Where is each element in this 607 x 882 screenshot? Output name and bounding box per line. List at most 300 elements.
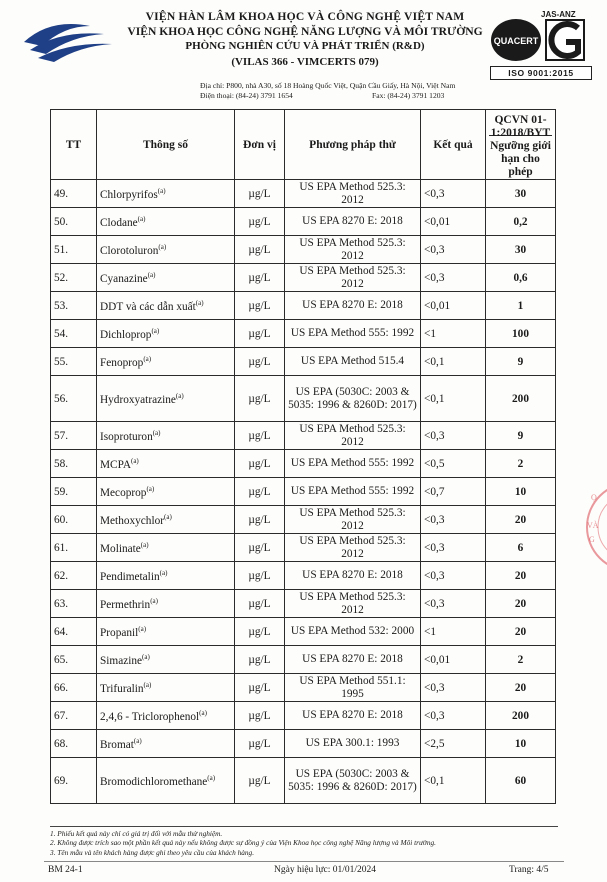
method-cell-text: US EPA 8270 E: 2018: [302, 653, 403, 665]
param-name-text: DDT và các dẫn xuất: [100, 300, 196, 313]
method-cell-text: US EPA Method 525.3: 2012: [299, 506, 406, 532]
row-number-text: 51.: [54, 243, 69, 256]
method-cell-text: US EPA Method 525.3: 2012: [299, 180, 406, 206]
row-number: [51, 702, 97, 730]
table-row: [51, 590, 556, 618]
limit-cell: [486, 208, 556, 236]
param-name: [97, 320, 235, 348]
limit-header: Ngưỡng giới hạn cho phép: [490, 140, 551, 178]
limit-cell-text: 9: [517, 355, 524, 368]
col-header-standard: [486, 110, 556, 180]
iso-badge: ISO 9001:2015: [490, 66, 592, 80]
param-name-text: Hydroxyatrazine: [100, 393, 176, 406]
accreditation-mark: (a): [151, 326, 160, 335]
param-name: [97, 646, 235, 674]
unit-cell-text: µg/L: [248, 625, 271, 638]
limit-cell-text: 20: [514, 681, 527, 694]
limit-cell: [486, 450, 556, 478]
limit-cell-text: 200: [512, 392, 529, 405]
standard-code: QCVN 01-1:2018/BYT: [489, 110, 552, 136]
row-number-text: 56.: [54, 392, 69, 405]
row-number: [51, 236, 97, 264]
accreditation-mark: (a): [138, 624, 147, 633]
unit-cell-text: µg/L: [248, 355, 271, 368]
limit-cell: [486, 478, 556, 506]
limit-cell: [486, 422, 556, 450]
footer-divider: [50, 826, 558, 827]
result-cell-text: <1: [424, 327, 437, 340]
results-table: [50, 109, 556, 804]
method-cell: [285, 730, 421, 758]
table-row: [51, 506, 556, 534]
row-number-text: 63.: [54, 597, 69, 610]
table-row: [51, 292, 556, 320]
param-name-text: Clodane: [100, 216, 138, 229]
result-cell-text: <1: [424, 625, 437, 638]
limit-cell-text: 2: [517, 653, 524, 666]
unit-cell: [235, 534, 285, 562]
result-cell-text: <0,3: [424, 569, 445, 582]
row-number-text: 64.: [54, 625, 69, 638]
result-cell-text: <0,3: [424, 597, 445, 610]
param-name: [97, 478, 235, 506]
result-cell: [421, 180, 486, 208]
table-row: [51, 702, 556, 730]
limit-cell: [486, 180, 556, 208]
row-number: [51, 758, 97, 804]
table-row: [51, 236, 556, 264]
param-name-text: Bromat: [100, 738, 134, 751]
table-row: [51, 534, 556, 562]
result-cell: [421, 646, 486, 674]
method-cell: [285, 646, 421, 674]
limit-cell: [486, 236, 556, 264]
unit-cell-text: µg/L: [248, 485, 271, 498]
note-1: 1. Phiếu kết quả này chỉ có giá trị đối với mẫu thử nghiệm.: [50, 829, 223, 838]
limit-cell: [486, 590, 556, 618]
result-cell: [421, 292, 486, 320]
table-row: [51, 730, 556, 758]
effective-date: Ngày hiệu lực: 01/01/2024: [274, 865, 376, 875]
table-row: [51, 180, 556, 208]
param-name-text: Isoproturon: [100, 430, 153, 443]
limit-cell: [486, 758, 556, 804]
param-name: [97, 264, 235, 292]
param-name: [97, 730, 235, 758]
result-cell: [421, 758, 486, 804]
form-code: BM 24-1: [48, 865, 83, 875]
result-cell-text: <0,1: [424, 355, 445, 368]
param-name-text: Trifuralin: [100, 682, 144, 695]
param-name: [97, 758, 235, 804]
org-line-3: PHÒNG NGHIÊN CỨU VÀ PHÁT TRIỂN (R&D): [185, 40, 425, 52]
param-name: [97, 506, 235, 534]
result-cell: [421, 702, 486, 730]
accreditation-mark: (a): [133, 736, 142, 745]
param-name: [97, 422, 235, 450]
param-name: [97, 180, 235, 208]
result-cell-text: <0,3: [424, 513, 445, 526]
method-cell-text: US EPA Method 555: 1992: [290, 485, 415, 497]
result-cell: [421, 618, 486, 646]
unit-cell-text: µg/L: [248, 737, 271, 750]
row-number: [51, 376, 97, 422]
result-cell-text: <0,7: [424, 485, 445, 498]
unit-cell-text: µg/L: [248, 327, 271, 340]
limit-cell: [486, 702, 556, 730]
method-cell-text: US EPA Method 555: 1992: [290, 457, 415, 469]
method-cell-text: US EPA Method 525.3: 2012: [299, 534, 406, 560]
table-row: [51, 478, 556, 506]
unit-cell: [235, 590, 285, 618]
red-stamp-icon: [583, 470, 607, 585]
unit-cell-text: µg/L: [248, 709, 271, 722]
method-cell: [285, 450, 421, 478]
param-name-text: Simazine: [100, 654, 143, 667]
param-name: [97, 376, 235, 422]
limit-cell-text: 100: [512, 327, 529, 340]
method-cell-text: US EPA Method 555: 1992: [290, 327, 415, 339]
svg-text:Ọ: Ọ: [591, 493, 597, 502]
param-name-text: Methoxychlor: [100, 514, 165, 527]
param-name: [97, 702, 235, 730]
method-cell: [285, 376, 421, 422]
limit-cell-text: 9: [517, 429, 524, 442]
col-header-param: Thông số: [97, 110, 235, 180]
param-name-text: Propanil: [100, 626, 139, 639]
page-number: Trang: 4/5: [509, 865, 549, 875]
cert-brand: QUACERT: [493, 36, 539, 46]
result-cell: [421, 422, 486, 450]
param-name: [97, 236, 235, 264]
row-number: [51, 450, 97, 478]
unit-cell: [235, 618, 285, 646]
accreditation-mark: (a): [207, 773, 216, 782]
table-row: [51, 320, 556, 348]
row-number: [51, 562, 97, 590]
row-number-text: 60.: [54, 513, 69, 526]
result-cell-text: <0,01: [424, 653, 451, 666]
param-name-text: Pendimetalin: [100, 570, 160, 583]
accreditation-mark: (a): [157, 186, 166, 195]
accreditation-mark: (a): [152, 428, 161, 437]
param-name-text: Dichloprop: [100, 328, 152, 341]
limit-cell: [486, 348, 556, 376]
param-name: [97, 348, 235, 376]
address-text: Địa chỉ: P800, nhà A30, số 18 Hoàng Quốc Việt, Quận Cầu Giấy, Hà Nội, Việt Nam: [200, 81, 456, 90]
param-name: [97, 534, 235, 562]
table-body: [51, 180, 556, 804]
col-header-method: Phương pháp thử: [285, 110, 421, 180]
accreditation-mark: (a): [130, 456, 139, 465]
param-name-text: Bromodichloromethane: [100, 775, 208, 788]
row-number: [51, 506, 97, 534]
limit-cell: [486, 376, 556, 422]
param-name: [97, 450, 235, 478]
accreditation-mark: (a): [137, 214, 146, 223]
phone-text: Điện thoại: (84-24) 3791 1654: [200, 90, 293, 100]
method-cell-text: US EPA 300.1: 1993: [305, 737, 400, 749]
row-number-text: 59.: [54, 485, 69, 498]
method-cell: [285, 264, 421, 292]
result-cell-text: <0,01: [424, 215, 451, 228]
unit-cell: [235, 758, 285, 804]
param-name-text: Chlorpyrifos: [100, 188, 158, 201]
limit-cell: [486, 730, 556, 758]
accreditation-mark: (a): [146, 484, 155, 493]
row-number-text: 54.: [54, 327, 69, 340]
unit-cell-text: µg/L: [248, 774, 271, 787]
unit-cell-text: µg/L: [248, 681, 271, 694]
param-name: [97, 618, 235, 646]
param-name-text: Mecoprop: [100, 486, 147, 499]
note-3: 3. Tên mẫu và tên khách hàng được ghi theo yêu cầu của khách hàng.: [50, 847, 255, 857]
limit-cell-text: 60: [514, 774, 527, 787]
org-line-2: VIỆN KHOA HỌC CÔNG NGHỆ NĂNG LƯỢNG VÀ MÔI TRƯỜNG: [127, 25, 483, 38]
result-cell: [421, 348, 486, 376]
row-number-text: 68.: [54, 737, 69, 750]
table-row: [51, 376, 556, 422]
method-cell-text: US EPA Method 525.3: 2012: [299, 590, 406, 616]
form-footer-bar: [44, 861, 564, 882]
accreditation-mark: (a): [199, 708, 207, 717]
unit-cell-text: µg/L: [248, 243, 271, 256]
accreditation-mark: (a): [147, 270, 156, 279]
row-number-text: 62.: [54, 569, 69, 582]
result-cell: [421, 730, 486, 758]
report-header: [0, 0, 607, 108]
row-number: [51, 730, 97, 758]
accreditation-mark: (a): [142, 652, 150, 661]
method-cell: [285, 618, 421, 646]
result-cell: [421, 478, 486, 506]
unit-cell-text: µg/L: [248, 271, 271, 284]
limit-cell: [486, 506, 556, 534]
unit-cell: [235, 264, 285, 292]
table-row: [51, 646, 556, 674]
limit-cell: [486, 674, 556, 702]
row-number-text: 66.: [54, 681, 69, 694]
param-name-text: 2,4,6 - Triclorophenol: [100, 710, 200, 723]
unit-cell: [235, 646, 285, 674]
limit-cell-text: 20: [514, 625, 527, 638]
result-cell: [421, 590, 486, 618]
method-cell: [285, 534, 421, 562]
row-number-text: 53.: [54, 299, 69, 312]
param-name-text: Clorotoluron: [100, 244, 159, 257]
result-cell-text: <0,1: [424, 774, 445, 787]
method-cell-text: US EPA 8270 E: 2018: [302, 709, 403, 721]
unit-cell-text: µg/L: [248, 299, 271, 312]
unit-cell: [235, 730, 285, 758]
method-cell-text: US EPA Method 525.3: 2012: [299, 236, 406, 262]
row-number-text: 67.: [54, 709, 69, 722]
col-header-unit: Đơn vị: [235, 110, 285, 180]
result-cell: [421, 450, 486, 478]
result-cell: [421, 264, 486, 292]
row-number: [51, 348, 97, 376]
method-cell: [285, 180, 421, 208]
param-name-text: MCPA: [100, 458, 131, 471]
method-cell: [285, 478, 421, 506]
table-row: [51, 562, 556, 590]
row-number-text: 55.: [54, 355, 69, 368]
method-cell: [285, 758, 421, 804]
table-row: [51, 758, 556, 804]
param-name-text: Permethrin: [100, 598, 151, 611]
limit-cell: [486, 320, 556, 348]
unit-cell: [235, 506, 285, 534]
result-cell-text: <2,5: [424, 737, 445, 750]
unit-cell: [235, 562, 285, 590]
row-number: [51, 292, 97, 320]
unit-cell: [235, 674, 285, 702]
limit-cell-text: 30: [514, 187, 527, 200]
row-number-text: 69.: [54, 774, 69, 787]
row-number: [51, 320, 97, 348]
unit-cell: [235, 208, 285, 236]
method-cell: [285, 292, 421, 320]
result-cell: [421, 562, 486, 590]
limit-cell: [486, 618, 556, 646]
method-cell: [285, 348, 421, 376]
method-cell: [285, 236, 421, 264]
result-cell: [421, 534, 486, 562]
accreditation-mark: (a): [143, 354, 152, 363]
unit-cell-text: µg/L: [248, 569, 271, 582]
unit-cell: [235, 450, 285, 478]
unit-cell-text: µg/L: [248, 187, 271, 200]
row-number-text: 65.: [54, 653, 69, 666]
table-row: [51, 348, 556, 376]
method-cell: [285, 562, 421, 590]
method-cell: [285, 506, 421, 534]
method-cell-text: US EPA Method 551.1: 1995: [299, 674, 406, 700]
result-cell-text: <0,3: [424, 187, 445, 200]
method-cell-text: US EPA 8270 E: 2018: [302, 569, 403, 581]
param-name-text: Cyanazine: [100, 272, 148, 285]
unit-cell: [235, 702, 285, 730]
unit-cell-text: µg/L: [248, 457, 271, 470]
row-number: [51, 264, 97, 292]
unit-cell: [235, 348, 285, 376]
unit-cell-text: µg/L: [248, 541, 271, 554]
limit-cell-text: 30: [514, 243, 527, 256]
limit-cell-text: 20: [514, 597, 527, 610]
cert-label: JAS-ANZ: [541, 10, 576, 19]
col-header-tt: TT: [51, 110, 97, 180]
result-cell: [421, 376, 486, 422]
limit-cell-text: 0,6: [513, 271, 528, 284]
method-cell: [285, 320, 421, 348]
method-cell: [285, 590, 421, 618]
param-name: [97, 562, 235, 590]
row-number-text: 49.: [54, 187, 69, 200]
limit-cell-text: 1: [517, 299, 524, 312]
limit-cell: [486, 292, 556, 320]
footer-notes: [50, 829, 570, 857]
result-cell-text: <0,01: [424, 299, 451, 312]
note-2: 2. Không được trích sao một phần kết quả này nếu không được sự đồng ý của Viện Khoa học công nghệ Năng lượng và Môi trường.: [50, 838, 436, 848]
result-cell-text: <0,3: [424, 541, 445, 554]
accreditation-mark: (a): [143, 680, 152, 689]
contact-block: [200, 81, 455, 100]
method-cell-text: US EPA 8270 E: 2018: [302, 215, 403, 227]
param-name: [97, 208, 235, 236]
limit-cell-text: 20: [514, 513, 527, 526]
row-number: [51, 180, 97, 208]
unit-cell-text: µg/L: [248, 429, 271, 442]
param-name: [97, 292, 235, 320]
limit-cell: [486, 534, 556, 562]
method-cell-text: US EPA Method 515.4: [300, 355, 405, 367]
param-name-text: Fenoprop: [100, 356, 144, 369]
org-line-1: VIỆN HÀN LÂM KHOA HỌC VÀ CÔNG NGHỆ VIỆT NAM: [145, 10, 465, 23]
unit-cell-text: µg/L: [248, 653, 271, 666]
table-row: [51, 264, 556, 292]
method-cell: [285, 208, 421, 236]
unit-cell: [235, 236, 285, 264]
row-number-text: 50.: [54, 215, 69, 228]
result-cell-text: <0,1: [424, 392, 445, 405]
svg-text:G: G: [589, 535, 595, 544]
accreditation-mark: (a): [150, 596, 158, 605]
unit-cell: [235, 320, 285, 348]
unit-cell-text: µg/L: [248, 215, 271, 228]
param-name: [97, 590, 235, 618]
result-cell-text: <0,3: [424, 709, 445, 722]
table-row: [51, 450, 556, 478]
unit-cell: [235, 376, 285, 422]
limit-cell: [486, 646, 556, 674]
unit-cell: [235, 422, 285, 450]
method-cell: [285, 702, 421, 730]
accreditation-mark: (a): [164, 512, 172, 521]
result-cell-text: <0,3: [424, 681, 445, 694]
row-number-text: 58.: [54, 457, 69, 470]
result-cell: [421, 208, 486, 236]
method-cell-text: US EPA (5030C: 2003 & 5035: 1996 & 8260D: 2017): [288, 385, 417, 411]
row-number: [51, 674, 97, 702]
result-cell-text: <0,5: [424, 457, 445, 470]
param-name: [97, 674, 235, 702]
row-number: [51, 646, 97, 674]
row-number: [51, 534, 97, 562]
row-number: [51, 618, 97, 646]
unit-cell: [235, 478, 285, 506]
limit-cell-text: 10: [514, 737, 527, 750]
result-cell: [421, 674, 486, 702]
method-cell: [285, 422, 421, 450]
accreditation-mark: (a): [158, 242, 167, 251]
method-cell-text: US EPA Method 525.3: 2012: [299, 422, 406, 448]
table-row: [51, 208, 556, 236]
unit-cell-text: µg/L: [248, 513, 271, 526]
limit-cell-text: 20: [514, 569, 527, 582]
svg-text:VÀ: VÀ: [587, 521, 599, 530]
method-cell-text: US EPA Method 525.3: 2012: [299, 264, 406, 290]
accreditation-mark: (a): [140, 540, 149, 549]
table-row: [51, 618, 556, 646]
fax-text: Fax: (84-24) 3791 1203: [372, 90, 445, 100]
row-number-text: 61.: [54, 541, 69, 554]
limit-cell-text: 0,2: [513, 215, 528, 228]
row-number: [51, 478, 97, 506]
result-cell-text: <0,3: [424, 429, 445, 442]
result-cell-text: <0,3: [424, 271, 445, 284]
limit-cell-text: 6: [517, 541, 524, 554]
accreditation-mark: (a): [195, 298, 204, 307]
